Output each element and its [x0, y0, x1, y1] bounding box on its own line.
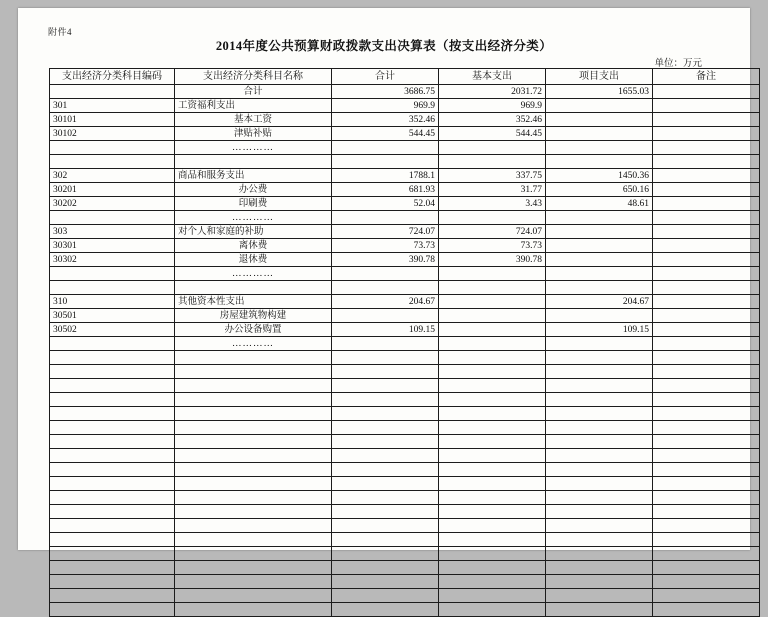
cell-empty: [175, 449, 332, 463]
cell-code: 30201: [50, 183, 175, 197]
cell-name: [175, 155, 332, 169]
table-row-empty: [50, 603, 760, 617]
cell-basic: [439, 281, 546, 295]
table-row: [50, 127, 760, 141]
cell-code: [50, 337, 175, 351]
cell-code: [50, 211, 175, 225]
cell-empty: [439, 351, 546, 365]
cell-empty: [653, 379, 760, 393]
cell-empty: [175, 365, 332, 379]
cell-project: [546, 253, 653, 267]
table-row: [50, 169, 760, 183]
page-title: 2014年度公共预算财政拨款支出决算表（按支出经济分类）: [215, 39, 553, 53]
cell-basic: 352.46: [439, 113, 546, 127]
cell-empty: [50, 561, 175, 575]
cell-empty: [653, 393, 760, 407]
table-row: [50, 183, 760, 197]
table-row-empty: [50, 575, 760, 589]
cell-empty: [439, 477, 546, 491]
cell-total: 109.15: [332, 323, 439, 337]
cell-total: 352.46: [332, 113, 439, 127]
cell-empty: [653, 519, 760, 533]
table-row: [50, 113, 760, 127]
cell-empty: [50, 477, 175, 491]
cell-empty: [50, 435, 175, 449]
cell-total: [332, 267, 439, 281]
cell-empty: [546, 533, 653, 547]
cell-empty: [332, 477, 439, 491]
table-row-empty: [50, 421, 760, 435]
table-row-empty: [50, 379, 760, 393]
cell-name: …………: [175, 141, 332, 155]
column-header-name: 支出经济分类科目名称: [175, 69, 332, 85]
cell-empty: [175, 561, 332, 575]
budget-expenditure-table: [49, 68, 760, 617]
cell-empty: [439, 603, 546, 617]
cell-empty: [332, 561, 439, 575]
cell-empty: [50, 393, 175, 407]
cell-code: 302: [50, 169, 175, 183]
cell-empty: [546, 519, 653, 533]
cell-name: 其他资本性支出: [175, 295, 332, 309]
cell-empty: [332, 575, 439, 589]
cell-basic: [439, 295, 546, 309]
cell-empty: [175, 491, 332, 505]
cell-note: [653, 197, 760, 211]
cell-code: [50, 141, 175, 155]
cell-empty: [653, 603, 760, 617]
cell-basic: [439, 337, 546, 351]
cell-empty: [332, 491, 439, 505]
cell-basic: 2031.72: [439, 85, 546, 99]
cell-empty: [439, 547, 546, 561]
cell-total: 73.73: [332, 239, 439, 253]
cell-total: [332, 211, 439, 225]
cell-empty: [332, 365, 439, 379]
cell-total: [332, 155, 439, 169]
table-row: [50, 253, 760, 267]
cell-total: 1788.1: [332, 169, 439, 183]
cell-basic: [439, 155, 546, 169]
cell-name: [175, 281, 332, 295]
cell-basic: [439, 141, 546, 155]
cell-note: [653, 127, 760, 141]
cell-note: [653, 141, 760, 155]
cell-code: 30202: [50, 197, 175, 211]
cell-empty: [332, 519, 439, 533]
cell-total: 390.78: [332, 253, 439, 267]
cell-project: 1450.36: [546, 169, 653, 183]
cell-empty: [175, 575, 332, 589]
cell-name: 离休费: [175, 239, 332, 253]
cell-code: 310: [50, 295, 175, 309]
cell-name: 办公费: [175, 183, 332, 197]
document-page: [18, 8, 750, 550]
table-header-row: [50, 69, 760, 85]
cell-name: 房屋建筑物构建: [175, 309, 332, 323]
cell-project: [546, 281, 653, 295]
cell-note: [653, 113, 760, 127]
cell-empty: [546, 491, 653, 505]
table-row-empty: [50, 351, 760, 365]
table-row-empty: [50, 491, 760, 505]
table-row-empty: [50, 407, 760, 421]
cell-name: 津贴补贴: [175, 127, 332, 141]
cell-empty: [653, 533, 760, 547]
cell-note: [653, 225, 760, 239]
table-row-empty: [50, 463, 760, 477]
cell-empty: [439, 589, 546, 603]
table-row-empty: [50, 561, 760, 575]
table-row-empty: [50, 477, 760, 491]
cell-project: [546, 141, 653, 155]
cell-empty: [439, 505, 546, 519]
cell-empty: [332, 379, 439, 393]
cell-empty: [546, 589, 653, 603]
table-row: [50, 337, 760, 351]
cell-project: [546, 99, 653, 113]
cell-project: [546, 267, 653, 281]
cell-note: [653, 99, 760, 113]
cell-empty: [546, 379, 653, 393]
cell-project: 48.61: [546, 197, 653, 211]
cell-name: 合计: [175, 85, 332, 99]
cell-code: 30102: [50, 127, 175, 141]
cell-code: 30501: [50, 309, 175, 323]
cell-empty: [653, 449, 760, 463]
cell-basic: 31.77: [439, 183, 546, 197]
cell-empty: [546, 603, 653, 617]
cell-empty: [653, 589, 760, 603]
cell-total: [332, 141, 439, 155]
table-row: [50, 309, 760, 323]
cell-empty: [50, 379, 175, 393]
cell-code: 303: [50, 225, 175, 239]
cell-name: …………: [175, 337, 332, 351]
table-row-empty: [50, 435, 760, 449]
cell-empty: [439, 379, 546, 393]
table-row-empty: [50, 393, 760, 407]
cell-code: 30302: [50, 253, 175, 267]
cell-empty: [546, 365, 653, 379]
cell-project: [546, 225, 653, 239]
cell-project: [546, 155, 653, 169]
cell-empty: [50, 519, 175, 533]
cell-code: 301: [50, 99, 175, 113]
cell-total: [332, 309, 439, 323]
cell-empty: [653, 463, 760, 477]
cell-empty: [546, 407, 653, 421]
cell-empty: [546, 547, 653, 561]
cell-total: 3686.75: [332, 85, 439, 99]
cell-empty: [175, 351, 332, 365]
cell-basic: [439, 267, 546, 281]
cell-empty: [546, 393, 653, 407]
table-row-empty: [50, 365, 760, 379]
cell-empty: [439, 407, 546, 421]
table-row-empty: [50, 589, 760, 603]
cell-empty: [175, 519, 332, 533]
table-header: [50, 69, 760, 85]
cell-name: 工资福利支出: [175, 99, 332, 113]
cell-empty: [175, 477, 332, 491]
cell-empty: [50, 505, 175, 519]
cell-empty: [50, 533, 175, 547]
cell-empty: [175, 533, 332, 547]
cell-empty: [546, 561, 653, 575]
cell-empty: [332, 547, 439, 561]
cell-empty: [439, 435, 546, 449]
cell-note: [653, 323, 760, 337]
cell-empty: [50, 491, 175, 505]
cell-empty: [332, 533, 439, 547]
cell-project: [546, 239, 653, 253]
column-header-basic: 基本支出: [439, 69, 546, 85]
cell-note: [653, 169, 760, 183]
cell-empty: [332, 463, 439, 477]
cell-basic: 544.45: [439, 127, 546, 141]
cell-empty: [175, 435, 332, 449]
cell-empty: [439, 561, 546, 575]
cell-name: 对个人和家庭的补助: [175, 225, 332, 239]
cell-project: 109.15: [546, 323, 653, 337]
cell-empty: [546, 505, 653, 519]
cell-code: [50, 85, 175, 99]
cell-empty: [653, 477, 760, 491]
cell-note: [653, 155, 760, 169]
cell-note: [653, 183, 760, 197]
attachment-label: 附件4: [48, 27, 73, 37]
cell-name: …………: [175, 211, 332, 225]
cell-empty: [546, 435, 653, 449]
cell-total: [332, 337, 439, 351]
cell-code: 30502: [50, 323, 175, 337]
cell-total: 544.45: [332, 127, 439, 141]
column-header-total: 合计: [332, 69, 439, 85]
table-row: [50, 141, 760, 155]
cell-empty: [332, 421, 439, 435]
table-row-empty: [50, 505, 760, 519]
cell-empty: [653, 407, 760, 421]
unit-note: 单位：万元: [654, 59, 702, 69]
cell-name: 办公设备购置: [175, 323, 332, 337]
cell-empty: [50, 575, 175, 589]
cell-empty: [653, 491, 760, 505]
cell-basic: 969.9: [439, 99, 546, 113]
cell-project: [546, 127, 653, 141]
table-row-empty: [50, 547, 760, 561]
cell-empty: [439, 533, 546, 547]
cell-empty: [175, 421, 332, 435]
table-row: [50, 281, 760, 295]
cell-basic: 390.78: [439, 253, 546, 267]
table-row-empty: [50, 449, 760, 463]
cell-empty: [175, 407, 332, 421]
cell-project: 1655.03: [546, 85, 653, 99]
cell-basic: 724.07: [439, 225, 546, 239]
cell-note: [653, 267, 760, 281]
cell-empty: [175, 505, 332, 519]
cell-empty: [653, 505, 760, 519]
cell-basic: [439, 309, 546, 323]
cell-empty: [175, 589, 332, 603]
cell-empty: [546, 575, 653, 589]
cell-total: 724.07: [332, 225, 439, 239]
cell-empty: [439, 393, 546, 407]
cell-empty: [175, 547, 332, 561]
cell-empty: [439, 491, 546, 505]
column-header-note: 备注: [653, 69, 760, 85]
cell-empty: [332, 351, 439, 365]
cell-empty: [439, 519, 546, 533]
cell-total: [332, 281, 439, 295]
table-row: [50, 323, 760, 337]
cell-empty: [546, 477, 653, 491]
cell-empty: [50, 421, 175, 435]
table-row: [50, 267, 760, 281]
cell-empty: [653, 351, 760, 365]
cell-name: 基本工资: [175, 113, 332, 127]
cell-empty: [653, 561, 760, 575]
cell-project: [546, 113, 653, 127]
cell-note: [653, 253, 760, 267]
cell-code: [50, 281, 175, 295]
cell-empty: [439, 463, 546, 477]
cell-empty: [439, 365, 546, 379]
cell-total: 52.04: [332, 197, 439, 211]
table-row: [50, 197, 760, 211]
cell-empty: [332, 603, 439, 617]
cell-name: …………: [175, 267, 332, 281]
cell-basic: [439, 323, 546, 337]
table-row: [50, 225, 760, 239]
cell-empty: [332, 407, 439, 421]
table-row-empty: [50, 533, 760, 547]
cell-empty: [332, 505, 439, 519]
cell-empty: [175, 379, 332, 393]
cell-code: [50, 267, 175, 281]
table-row-empty: [50, 519, 760, 533]
cell-empty: [546, 351, 653, 365]
cell-empty: [546, 421, 653, 435]
cell-empty: [175, 603, 332, 617]
column-header-code: 支出经济分类科目编码: [50, 69, 175, 85]
table-row: [50, 239, 760, 253]
cell-empty: [439, 421, 546, 435]
cell-empty: [50, 449, 175, 463]
table-row: [50, 155, 760, 169]
cell-total: 681.93: [332, 183, 439, 197]
cell-note: [653, 337, 760, 351]
table-row: [50, 85, 760, 99]
cell-note: [653, 281, 760, 295]
cell-empty: [50, 547, 175, 561]
cell-code: 30101: [50, 113, 175, 127]
column-header-project: 项目支出: [546, 69, 653, 85]
cell-empty: [653, 547, 760, 561]
cell-empty: [332, 449, 439, 463]
cell-project: [546, 337, 653, 351]
cell-note: [653, 295, 760, 309]
cell-project: 204.67: [546, 295, 653, 309]
cell-total: 204.67: [332, 295, 439, 309]
cell-empty: [50, 603, 175, 617]
cell-note: [653, 85, 760, 99]
cell-empty: [653, 421, 760, 435]
table-row: [50, 211, 760, 225]
cell-empty: [175, 463, 332, 477]
cell-code: [50, 155, 175, 169]
cell-empty: [50, 463, 175, 477]
cell-note: [653, 211, 760, 225]
cell-empty: [50, 351, 175, 365]
cell-empty: [546, 449, 653, 463]
table-body: [50, 85, 760, 617]
cell-empty: [50, 365, 175, 379]
cell-empty: [175, 393, 332, 407]
table-row: [50, 99, 760, 113]
cell-empty: [332, 393, 439, 407]
cell-empty: [50, 589, 175, 603]
cell-empty: [653, 575, 760, 589]
cell-empty: [439, 449, 546, 463]
cell-empty: [653, 365, 760, 379]
cell-note: [653, 309, 760, 323]
cell-total: 969.9: [332, 99, 439, 113]
cell-note: [653, 239, 760, 253]
cell-empty: [439, 575, 546, 589]
cell-basic: [439, 211, 546, 225]
table-row: [50, 295, 760, 309]
cell-name: 退休费: [175, 253, 332, 267]
cell-basic: 3.43: [439, 197, 546, 211]
cell-basic: 337.75: [439, 169, 546, 183]
cell-project: [546, 309, 653, 323]
cell-code: 30301: [50, 239, 175, 253]
cell-project: [546, 211, 653, 225]
cell-basic: 73.73: [439, 239, 546, 253]
cell-empty: [332, 435, 439, 449]
cell-empty: [653, 435, 760, 449]
cell-name: 商品和服务支出: [175, 169, 332, 183]
cell-empty: [332, 589, 439, 603]
cell-empty: [50, 407, 175, 421]
cell-project: 650.16: [546, 183, 653, 197]
cell-empty: [546, 463, 653, 477]
cell-name: 印刷费: [175, 197, 332, 211]
